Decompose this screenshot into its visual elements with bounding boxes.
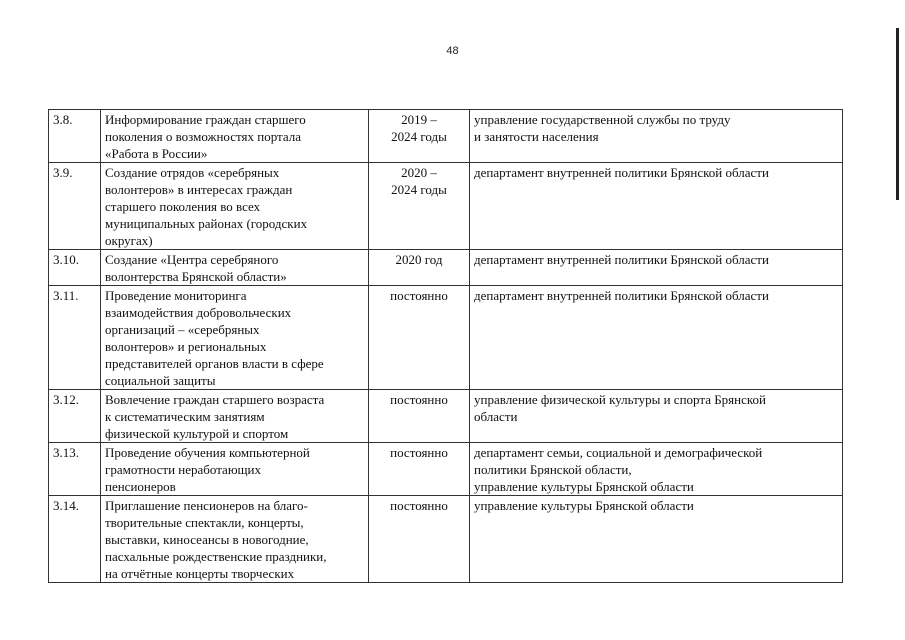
event-term: постоянно <box>369 496 470 583</box>
page-number: 48 <box>446 45 459 57</box>
event-description: Вовлечение граждан старшего возраста к систематическим занятиям физической культурой и спортом <box>101 390 369 443</box>
row-number: 3.8. <box>49 110 101 163</box>
responsible-body: департамент внутренней политики Брянской области <box>470 163 843 250</box>
responsible-body: департамент внутренней политики Брянской области <box>470 286 843 390</box>
responsible-body: департамент семьи, социальной и демографической политики Брянской области, управление культуры Брянской области <box>470 443 843 496</box>
event-term: 2019 – 2024 годы <box>369 110 470 163</box>
row-number: 3.12. <box>49 390 101 443</box>
responsible-body: управление физической культуры и спорта Брянской области <box>470 390 843 443</box>
event-description: Проведение мониторинга взаимодействия добровольческих организаций – «серебряных волонтеров» и региональных представителей органов власти в сфере социальной защиты <box>101 286 369 390</box>
table-row <box>49 110 843 163</box>
event-description: Создание отрядов «серебряных волонтеров» в интересах граждан старшего поколения во всех муниципальных районах (городских округах) <box>101 163 369 250</box>
event-description: Создание «Центра серебряного волонтерства Брянской области» <box>101 250 369 286</box>
measures-table <box>48 109 843 583</box>
event-description: Проведение обучения компьютерной грамотности неработающих пенсионеров <box>101 443 369 496</box>
row-number: 3.9. <box>49 163 101 250</box>
event-description: Приглашение пенсионеров на благо- творительные спектакли, концерты, выставки, киносеансы в новогодние, пасхальные рождественские праздники, на отчётные концерты творческих <box>101 496 369 583</box>
row-number: 3.14. <box>49 496 101 583</box>
row-number: 3.10. <box>49 250 101 286</box>
table-row <box>49 443 843 496</box>
table-row <box>49 163 843 250</box>
event-description: Информирование граждан старшего поколения о возможностях портала «Работа в России» <box>101 110 369 163</box>
table-row <box>49 250 843 286</box>
responsible-body: управление государственной службы по труду и занятости населения <box>470 110 843 163</box>
event-term: 2020 – 2024 годы <box>369 163 470 250</box>
event-term: постоянно <box>369 390 470 443</box>
table-row <box>49 496 843 583</box>
event-term: постоянно <box>369 286 470 390</box>
responsible-body: департамент внутренней политики Брянской области <box>470 250 843 286</box>
table-row <box>49 390 843 443</box>
event-term: постоянно <box>369 443 470 496</box>
table-row <box>49 286 843 390</box>
row-number: 3.11. <box>49 286 101 390</box>
row-number: 3.13. <box>49 443 101 496</box>
event-term: 2020 год <box>369 250 470 286</box>
responsible-body: управление культуры Брянской области <box>470 496 843 583</box>
